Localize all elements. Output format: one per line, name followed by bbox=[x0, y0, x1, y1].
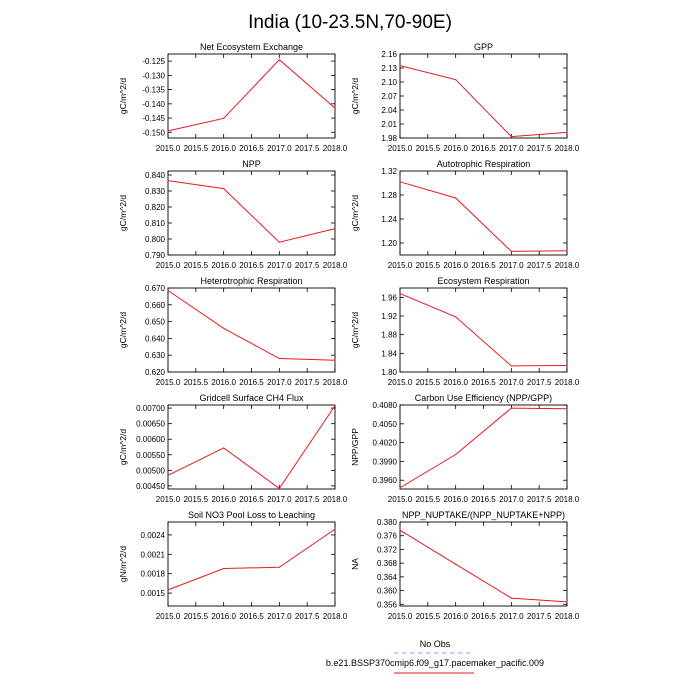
panel-title: Autotrophic Respiration bbox=[436, 159, 531, 169]
x-tick-label: 2015.0 bbox=[387, 261, 413, 270]
data-point bbox=[566, 132, 567, 133]
x-tick-label: 2015.5 bbox=[415, 495, 441, 504]
x-tick-label: 2017.5 bbox=[294, 144, 320, 153]
y-tick-label: 1.28 bbox=[381, 191, 397, 200]
panel-autotrophic-respiration bbox=[350, 159, 580, 270]
y-axis-label: NPP/GPP bbox=[350, 428, 360, 466]
x-tick-label: 2017.0 bbox=[267, 612, 292, 621]
y-tick-label: 1.84 bbox=[381, 349, 397, 359]
x-tick-label: 2016.0 bbox=[443, 378, 468, 387]
y-tick-label: -0.130 bbox=[142, 71, 165, 81]
data-point bbox=[566, 601, 567, 602]
panel-carbon-use-efficiency-npp-gpp bbox=[350, 393, 580, 504]
legend-model-label: b.e21.BSSP370cmip6.f09_g17.pacemaker_pacific.009 bbox=[325, 658, 545, 668]
series-line bbox=[400, 66, 567, 137]
y-tick-label: 0.810 bbox=[144, 219, 165, 228]
x-tick-label: 2016.0 bbox=[443, 612, 468, 621]
panel-title: Net Ecosystem Exchange bbox=[199, 42, 304, 52]
panel-net-ecosystem-exchange bbox=[118, 42, 348, 153]
x-tick-label: 2017.0 bbox=[267, 495, 292, 504]
x-tick-label: 2015.5 bbox=[183, 612, 209, 621]
data-point bbox=[334, 405, 335, 406]
y-tick-label: -0.140 bbox=[142, 99, 165, 109]
y-tick-label: 0.376 bbox=[376, 531, 397, 541]
series-line bbox=[168, 406, 335, 489]
y-tick-label: 2.04 bbox=[381, 106, 397, 115]
x-tick-label: 2015.5 bbox=[183, 378, 209, 387]
y-tick-label: 1.32 bbox=[381, 167, 397, 176]
x-tick-label: 2018.0 bbox=[322, 495, 348, 504]
panel-heterotrophic-respiration bbox=[118, 276, 348, 387]
x-tick-label: 2016.0 bbox=[211, 495, 236, 504]
y-tick-label: 0.670 bbox=[144, 284, 165, 293]
data-point bbox=[279, 567, 280, 568]
x-tick-label: 2018.0 bbox=[554, 144, 580, 153]
y-tick-label: 1.88 bbox=[381, 330, 397, 340]
plot-frame bbox=[400, 288, 567, 372]
panel-title: NPP_NUPTAKE/(NPP_NUPTAKE+NPP) bbox=[402, 510, 565, 520]
data-point bbox=[279, 488, 280, 489]
x-tick-label: 2016.0 bbox=[211, 144, 236, 153]
y-tick-label: 0.00500 bbox=[136, 466, 165, 476]
x-tick-label: 2018.0 bbox=[554, 261, 580, 270]
data-point bbox=[279, 242, 280, 243]
data-point bbox=[279, 358, 280, 359]
data-point bbox=[399, 65, 400, 66]
y-tick-label: 0.0015 bbox=[140, 589, 165, 599]
y-tick-label: 0.380 bbox=[376, 518, 397, 527]
x-tick-label: 2017.5 bbox=[294, 495, 320, 504]
x-tick-label: 2017.0 bbox=[499, 495, 524, 504]
x-tick-label: 2017.5 bbox=[526, 261, 552, 270]
x-tick-label: 2016.0 bbox=[443, 261, 468, 270]
x-tick-label: 2016.0 bbox=[443, 495, 468, 504]
data-point bbox=[334, 108, 335, 109]
y-tick-label: 0.3990 bbox=[372, 457, 397, 467]
x-tick-label: 2017.0 bbox=[499, 144, 524, 153]
data-point bbox=[223, 447, 224, 448]
panel-gpp bbox=[350, 42, 580, 153]
y-axis-label: gC/m^2/d bbox=[350, 194, 360, 232]
y-tick-label: 0.0018 bbox=[140, 569, 165, 579]
x-tick-label: 2015.5 bbox=[415, 378, 441, 387]
x-tick-label: 2017.5 bbox=[526, 495, 552, 504]
x-tick-label: 2015.0 bbox=[155, 495, 181, 504]
y-tick-label: 2.16 bbox=[381, 50, 397, 59]
plot-frame bbox=[400, 405, 567, 489]
y-tick-label: 0.840 bbox=[144, 171, 165, 180]
x-tick-label: 2017.5 bbox=[526, 612, 552, 621]
x-tick-label: 2018.0 bbox=[554, 612, 580, 621]
series-line bbox=[400, 294, 567, 366]
x-tick-label: 2016.5 bbox=[471, 144, 496, 153]
y-axis-label: gC/m^2/d bbox=[350, 77, 360, 115]
data-point bbox=[511, 365, 512, 366]
x-tick-label: 2016.5 bbox=[239, 144, 264, 153]
y-tick-label: 2.07 bbox=[381, 92, 397, 101]
x-tick-label: 2016.5 bbox=[239, 612, 264, 621]
x-tick-label: 2016.5 bbox=[239, 495, 264, 504]
data-point bbox=[223, 188, 224, 189]
x-tick-label: 2016.5 bbox=[471, 495, 496, 504]
legend bbox=[326, 639, 544, 673]
y-tick-label: 1.96 bbox=[381, 293, 397, 303]
panel-soil-no3-pool-loss-to-leaching bbox=[118, 510, 348, 621]
x-tick-label: 2017.0 bbox=[499, 261, 524, 270]
y-tick-label: 1.92 bbox=[381, 312, 397, 321]
y-axis-label: gN/m^2/d bbox=[118, 545, 128, 583]
y-tick-label: 0.00600 bbox=[136, 435, 165, 445]
data-point bbox=[334, 228, 335, 229]
panel-title: Carbon Use Efficiency (NPP/GPP) bbox=[414, 393, 553, 403]
y-tick-label: 0.4020 bbox=[372, 438, 397, 448]
x-tick-label: 2017.5 bbox=[526, 378, 552, 387]
y-tick-label: 0.368 bbox=[376, 559, 397, 569]
y-tick-label: -0.125 bbox=[142, 57, 165, 67]
y-tick-label: 0.00450 bbox=[136, 481, 165, 491]
panel-title: Gridcell Surface CH4 Flux bbox=[199, 393, 304, 403]
y-axis-label: NA bbox=[350, 558, 360, 570]
x-tick-label: 2016.0 bbox=[211, 612, 236, 621]
data-point bbox=[566, 365, 567, 366]
plot-frame bbox=[400, 54, 567, 138]
plot-frame bbox=[400, 171, 567, 255]
data-point bbox=[223, 118, 224, 119]
y-tick-label: 1.20 bbox=[381, 239, 397, 248]
data-point bbox=[511, 251, 512, 252]
x-tick-label: 2017.0 bbox=[267, 261, 292, 270]
y-axis-label: gC/m^2/d bbox=[118, 428, 128, 466]
plot-frame bbox=[400, 522, 567, 606]
y-tick-label: 0.4050 bbox=[372, 419, 397, 429]
x-tick-label: 2015.0 bbox=[387, 612, 413, 621]
data-point bbox=[167, 180, 168, 181]
panel-title: Heterotrophic Respiration bbox=[200, 276, 303, 286]
y-axis-label: gC/m^2/d bbox=[350, 311, 360, 349]
legend-obs-label: No Obs bbox=[419, 639, 451, 649]
x-tick-label: 2016.0 bbox=[211, 378, 236, 387]
x-tick-label: 2017.5 bbox=[294, 378, 320, 387]
x-tick-label: 2018.0 bbox=[554, 378, 580, 387]
data-point bbox=[455, 316, 456, 317]
panel-title: Soil NO3 Pool Loss to Leaching bbox=[187, 510, 316, 520]
x-tick-label: 2016.0 bbox=[211, 261, 236, 270]
data-point bbox=[334, 529, 335, 530]
panel-title: GPP bbox=[473, 42, 494, 52]
data-point bbox=[399, 181, 400, 182]
y-tick-label: 0.630 bbox=[144, 351, 165, 361]
y-tick-label: 0.356 bbox=[376, 600, 397, 610]
y-tick-label: 0.640 bbox=[144, 334, 165, 344]
y-tick-label: 0.660 bbox=[144, 300, 165, 310]
x-tick-label: 2015.0 bbox=[387, 144, 413, 153]
y-tick-label: 0.800 bbox=[144, 235, 165, 244]
x-tick-label: 2018.0 bbox=[554, 495, 580, 504]
x-tick-label: 2015.0 bbox=[155, 144, 181, 153]
x-tick-label: 2015.5 bbox=[415, 612, 441, 621]
panel-gridcell-surface-ch4-flux bbox=[118, 393, 348, 504]
y-axis-label: gC/m^2/d bbox=[118, 194, 128, 232]
series-line bbox=[168, 181, 335, 243]
data-point bbox=[455, 564, 456, 565]
data-point bbox=[223, 328, 224, 329]
y-tick-label: 0.650 bbox=[144, 317, 165, 327]
x-tick-label: 2015.5 bbox=[183, 495, 209, 504]
x-tick-label: 2015.0 bbox=[387, 495, 413, 504]
y-tick-label: 0.620 bbox=[144, 368, 165, 377]
data-point bbox=[279, 59, 280, 60]
x-tick-label: 2015.0 bbox=[155, 378, 181, 387]
y-axis-label: gC/m^2/d bbox=[118, 311, 128, 349]
y-tick-label: 0.3960 bbox=[372, 476, 397, 486]
panel-title: Ecosystem Respiration bbox=[437, 276, 530, 286]
data-point bbox=[167, 290, 168, 291]
x-tick-label: 2015.0 bbox=[155, 612, 181, 621]
y-tick-label: 0.00650 bbox=[136, 419, 165, 429]
data-point bbox=[511, 136, 512, 137]
data-point bbox=[399, 530, 400, 531]
y-tick-label: 0.830 bbox=[144, 187, 165, 196]
y-tick-label: 1.80 bbox=[381, 368, 397, 377]
data-point bbox=[511, 598, 512, 599]
data-point bbox=[399, 487, 400, 488]
y-tick-label: 0.372 bbox=[376, 545, 397, 555]
data-point bbox=[167, 589, 168, 590]
x-tick-label: 2018.0 bbox=[322, 261, 348, 270]
x-tick-label: 2016.5 bbox=[471, 261, 496, 270]
y-tick-label: 2.01 bbox=[381, 120, 397, 129]
y-tick-label: 0.820 bbox=[144, 203, 165, 212]
data-point bbox=[223, 568, 224, 569]
data-point bbox=[511, 408, 512, 409]
panel-npp bbox=[118, 159, 348, 270]
y-tick-label: 1.24 bbox=[381, 215, 397, 224]
panel-ecosystem-respiration bbox=[350, 276, 580, 387]
data-point bbox=[455, 197, 456, 198]
data-point bbox=[566, 250, 567, 251]
data-point bbox=[566, 408, 567, 409]
x-tick-label: 2016.5 bbox=[471, 612, 496, 621]
plot-frame bbox=[168, 405, 335, 489]
x-tick-label: 2015.0 bbox=[387, 378, 413, 387]
y-tick-label: 0.4080 bbox=[372, 401, 397, 410]
x-tick-label: 2017.5 bbox=[294, 612, 320, 621]
x-tick-label: 2018.0 bbox=[322, 144, 348, 153]
data-point bbox=[167, 475, 168, 476]
y-tick-label: 1.98 bbox=[381, 134, 397, 143]
series-line bbox=[168, 291, 335, 361]
x-tick-label: 2015.0 bbox=[155, 261, 181, 270]
y-tick-label: 0.0024 bbox=[140, 530, 165, 540]
y-tick-label: -0.135 bbox=[142, 85, 165, 95]
series-line bbox=[168, 529, 335, 590]
data-point bbox=[334, 360, 335, 361]
x-tick-label: 2017.5 bbox=[526, 144, 552, 153]
y-tick-label: 0.00550 bbox=[136, 450, 165, 460]
x-tick-label: 2017.5 bbox=[294, 261, 320, 270]
figure-title: India (10-23.5N,70-90E) bbox=[248, 12, 452, 33]
x-tick-label: 2016.5 bbox=[239, 378, 264, 387]
data-point bbox=[399, 293, 400, 294]
x-tick-label: 2015.5 bbox=[183, 144, 209, 153]
data-point bbox=[167, 130, 168, 131]
x-tick-label: 2017.0 bbox=[267, 144, 292, 153]
series-line bbox=[400, 408, 567, 488]
y-tick-label: 2.13 bbox=[381, 64, 397, 73]
y-tick-label: 0.790 bbox=[144, 251, 165, 260]
panel-title: NPP bbox=[242, 159, 261, 169]
y-tick-label: 0.0021 bbox=[140, 550, 165, 560]
x-tick-label: 2016.5 bbox=[239, 261, 264, 270]
y-axis-label: gC/m^2/d bbox=[118, 77, 128, 115]
plot-frame bbox=[168, 522, 335, 606]
x-tick-label: 2016.0 bbox=[443, 144, 468, 153]
panel-npp-nuptake-npp-nuptake-npp bbox=[350, 510, 580, 621]
x-tick-label: 2015.5 bbox=[183, 261, 209, 270]
x-tick-label: 2017.0 bbox=[267, 378, 292, 387]
series-line bbox=[400, 182, 567, 252]
y-tick-label: 0.364 bbox=[376, 572, 397, 582]
x-tick-label: 2015.5 bbox=[415, 261, 441, 270]
y-tick-label: -0.145 bbox=[142, 114, 165, 124]
x-tick-label: 2018.0 bbox=[322, 612, 348, 621]
x-tick-label: 2017.0 bbox=[499, 378, 524, 387]
y-tick-label: 2.10 bbox=[381, 78, 397, 87]
data-point bbox=[455, 454, 456, 455]
series-line bbox=[400, 530, 567, 602]
plot-frame bbox=[168, 171, 335, 255]
x-tick-label: 2018.0 bbox=[322, 378, 348, 387]
series-line bbox=[168, 60, 335, 131]
x-tick-label: 2015.5 bbox=[415, 144, 441, 153]
x-tick-label: 2017.0 bbox=[499, 612, 524, 621]
y-tick-label: -0.150 bbox=[142, 128, 165, 138]
data-point bbox=[455, 79, 456, 80]
y-tick-label: 0.00700 bbox=[136, 404, 165, 414]
x-tick-label: 2016.5 bbox=[471, 378, 496, 387]
y-tick-label: 0.360 bbox=[376, 586, 397, 596]
